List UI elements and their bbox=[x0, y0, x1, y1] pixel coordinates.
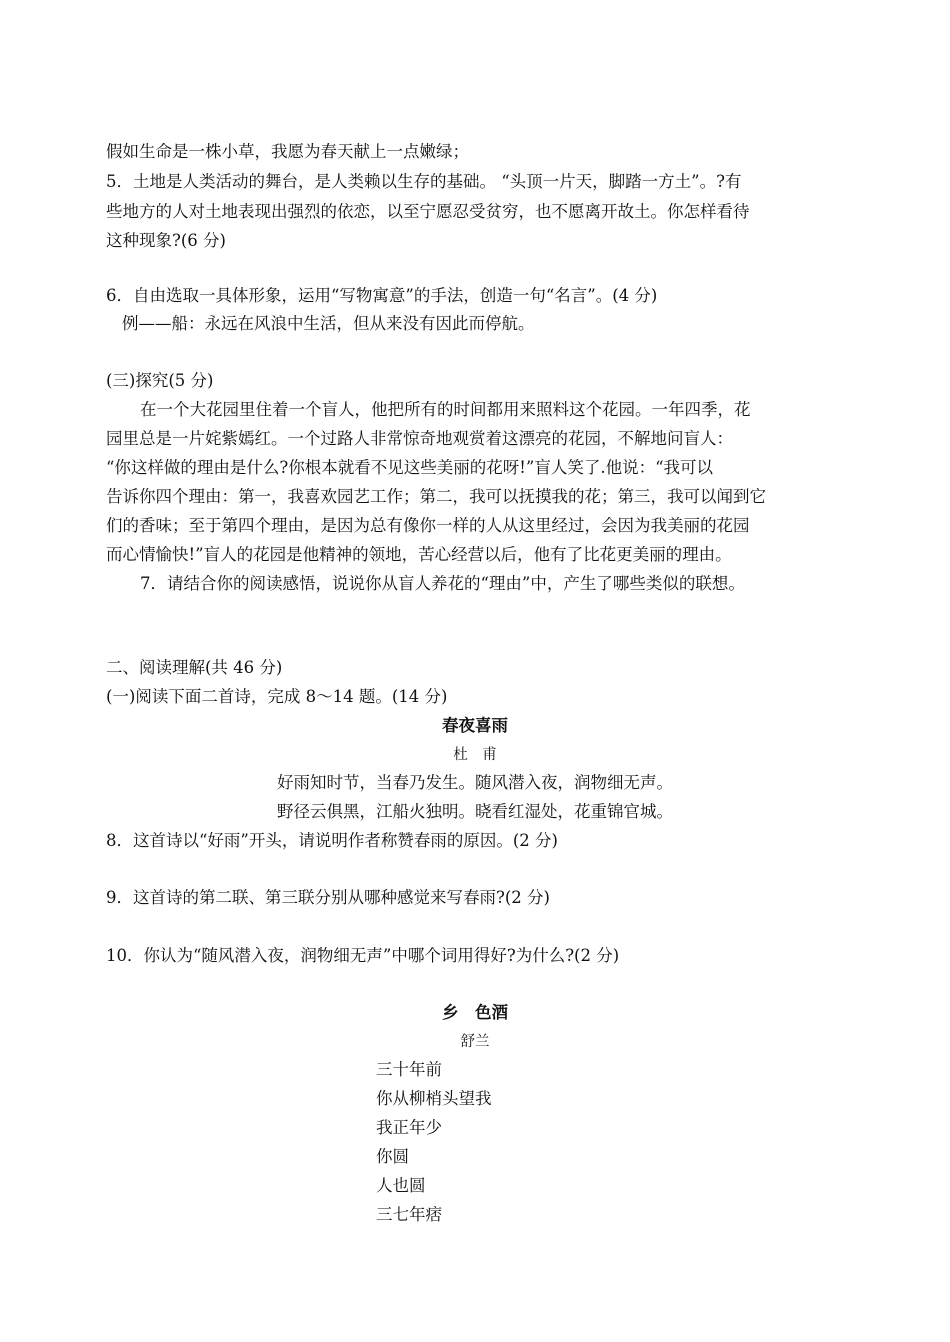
question-5-line-2: 些地方的人对土地表现出强烈的依恋，以至宁愿忍受贫穷，也不愿离开故土。你怎样看待 bbox=[106, 202, 750, 221]
poem-line: 人也圆 bbox=[376, 1176, 426, 1195]
poem-line: 三七年痞 bbox=[376, 1205, 442, 1224]
section-heading: (三)探究(5 分) bbox=[106, 371, 214, 390]
poem-line: 野径云俱黑，江船火独明。晓看红湿处，花重锦官城。 bbox=[277, 802, 673, 821]
passage-line: 园里总是一片姹紫嫣红。一个过路人非常惊奇地观赏着这漂亮的花园，不解地问盲人： bbox=[106, 429, 733, 448]
passage-line: 们的香味；至于第四个理由，是因为总有像你一样的人从这里经过，会因为我美丽的花园 bbox=[106, 516, 750, 535]
section-heading: (一)阅读下面二首诗，完成 8～14 题。(14 分) bbox=[106, 687, 448, 706]
question-5-line-3: 这种现象?(6 分) bbox=[106, 231, 226, 250]
poem-line: 三十年前 bbox=[376, 1060, 442, 1079]
question-6-example: 例——船：永远在风浪中生活，但从来没有因此而停航。 bbox=[122, 314, 535, 333]
poem-line: 你从柳梢头望我 bbox=[376, 1089, 492, 1108]
question-5-line-1: 5．土地是人类活动的舞台，是人类赖以生存的基础。 “头顶一片天，脚踏一方土”。?有 bbox=[106, 172, 742, 191]
passage-line: “你这样做的理由是什么?你根本就看不见这些美丽的花呀!”盲人笑了.他说：“我可以 bbox=[106, 458, 714, 477]
text-line: 假如生命是一株小草，我愿为春天献上一点嫩绿； bbox=[106, 142, 469, 161]
passage-line: 在一个大花园里住着一个盲人，他把所有的时间都用来照料这个花园。一年四季，花 bbox=[140, 400, 751, 419]
question-8: 8．这首诗以“好雨”开头，请说明作者称赞春雨的原因。(2 分) bbox=[106, 831, 558, 850]
poem-author: 舒兰 bbox=[460, 1034, 490, 1050]
question-9: 9．这首诗的第二联、第三联分别从哪种感觉来写春雨?(2 分) bbox=[106, 888, 550, 907]
question-10: 10．你认为“随风潜入夜，润物细无声”中哪个词用得好?为什么?(2 分) bbox=[106, 946, 620, 965]
section-heading: 二、阅读理解(共 46 分) bbox=[106, 658, 283, 677]
poem-author: 杜 甫 bbox=[453, 747, 497, 763]
poem-title: 乡 色酒 bbox=[442, 1003, 508, 1022]
poem-line: 好雨知时节，当春乃发生。随风潜入夜，润物细无声。 bbox=[277, 773, 673, 792]
passage-line: 告诉你四个理由：第一，我喜欢园艺工作；第二，我可以抚摸我的花；第三，我可以闻到它 bbox=[106, 487, 766, 506]
question-7: 7．请结合你的阅读感悟，说说你从盲人养花的“理由”中，产生了哪些类似的联想。 bbox=[140, 574, 745, 593]
passage-line: 而心情愉快!”盲人的花园是他精神的领地，苦心经营以后，他有了比花更美丽的理由。 bbox=[106, 545, 732, 564]
poem-line: 你圆 bbox=[376, 1147, 409, 1166]
poem-title: 春夜喜雨 bbox=[442, 716, 508, 735]
question-6: 6．自由选取一具体形象，运用“写物寓意”的手法，创造一句“名言”。(4 分) bbox=[106, 286, 658, 305]
poem-line: 我正年少 bbox=[376, 1118, 442, 1137]
